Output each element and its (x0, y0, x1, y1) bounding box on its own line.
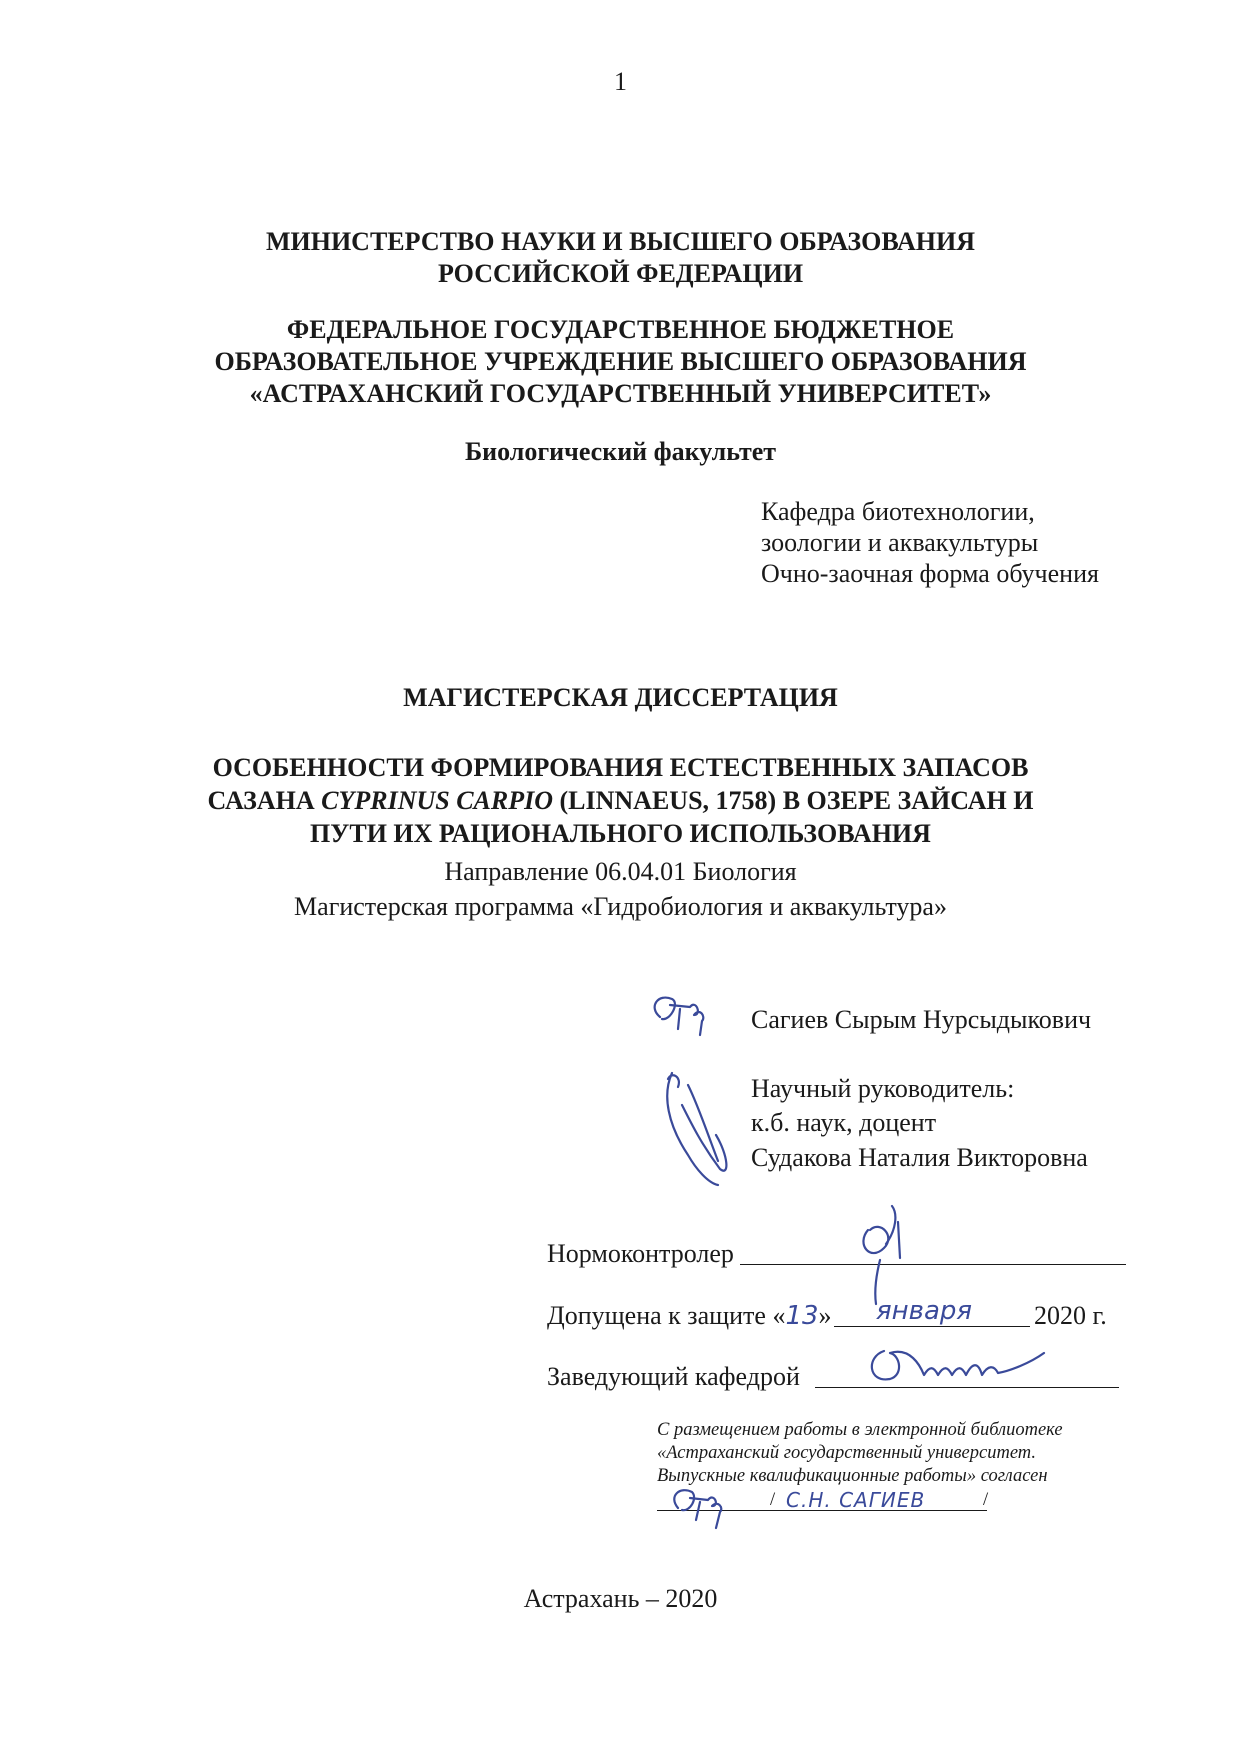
normcontrol-signature (840, 1200, 930, 1310)
admission-row (547, 1300, 832, 1332)
head-label: Заведующий кафедрой (547, 1362, 800, 1391)
work-type: МАГИСТЕРСКАЯ ДИССЕРТАЦИЯ (403, 683, 838, 712)
department-line-2: зоологии и аквакультуры (761, 528, 1039, 557)
department-line-1: Кафедра биотехнологии, (761, 497, 1035, 526)
thesis-title-line-1: ОСОБЕННОСТИ ФОРМИРОВАНИЯ ЕСТЕСТВЕННЫХ ЗАПАСОВ (212, 753, 1029, 782)
admission-day-close: » (818, 1301, 832, 1330)
supervisor-degree: к.б. наук, доцент (751, 1108, 937, 1137)
consent-signature (664, 1480, 744, 1536)
city-year: Астрахань – 2020 (523, 1584, 718, 1613)
supervisor-label: Научный руководитель: (751, 1074, 1015, 1103)
consent-line-2: «Астраханский государственный университет. (657, 1443, 1036, 1463)
consent-slash-2: / (983, 1490, 989, 1510)
program: Магистерская программа «Гидробиология и аквакультура» (294, 892, 947, 921)
study-form: Очно-заочная форма обучения (761, 559, 1099, 588)
admission-label: Допущена к защите « (547, 1301, 786, 1330)
supervisor-signature (658, 1065, 748, 1195)
head-signature (860, 1335, 1050, 1395)
student-name: Сагиев Сырым Нурсыдыкович (751, 1005, 1092, 1034)
admission-month: января (876, 1296, 973, 1326)
thesis-title-line-3: ПУТИ ИХ РАЦИОНАЛЬНОГО ИСПОЛЬЗОВАНИЯ (310, 819, 931, 848)
student-signature (640, 985, 730, 1045)
thesis-title-line-2-pre: САЗАНА (207, 786, 322, 815)
consent-signer: С.Н. САГИЕВ (786, 1488, 926, 1512)
direction: Направление 06.04.01 Биология (444, 857, 797, 886)
thesis-title-line-2 (0, 785, 1241, 817)
admission-day: 13 (785, 1301, 819, 1331)
thesis-title-line-2-post: (LINNAEUS, 1758) В ОЗЕРЕ ЗАЙСАН И (553, 786, 1034, 815)
normcontrol-label: Нормоконтролер (547, 1239, 734, 1268)
consent-line-3: Выпускные квалификационные работы» согласен (657, 1466, 1048, 1486)
species-name: CYPRINUS CARPIO (321, 786, 554, 815)
ministry-line-1: МИНИСТЕРСТВО НАУКИ И ВЫСШЕГО ОБРАЗОВАНИЯ (265, 227, 976, 256)
consent-line-1: С размещением работы в электронной библиотеке (657, 1420, 1063, 1440)
consent-slash-1: / (770, 1490, 776, 1510)
supervisor-name: Судакова Наталия Викторовна (751, 1143, 1088, 1172)
institution-line-3: «АСТРАХАНСКИЙ ГОСУДАРСТВЕННЫЙ УНИВЕРСИТЕТ» (249, 379, 992, 408)
admission-month-line (834, 1326, 1030, 1327)
institution-line-2: ОБРАЗОВАТЕЛЬНОЕ УЧРЕЖДЕНИЕ ВЫСШЕГО ОБРАЗОВАНИЯ (214, 347, 1027, 376)
institution-line-1: ФЕДЕРАЛЬНОЕ ГОСУДАРСТВЕННОЕ БЮДЖЕТНОЕ (286, 315, 955, 344)
normcontrol-signature-line (740, 1264, 1126, 1265)
faculty: Биологический факультет (464, 437, 777, 466)
admission-year: 2020 г. (1034, 1301, 1107, 1330)
page-number: 1 (614, 67, 627, 96)
ministry-line-2: РОССИЙСКОЙ ФЕДЕРАЦИИ (437, 259, 804, 288)
